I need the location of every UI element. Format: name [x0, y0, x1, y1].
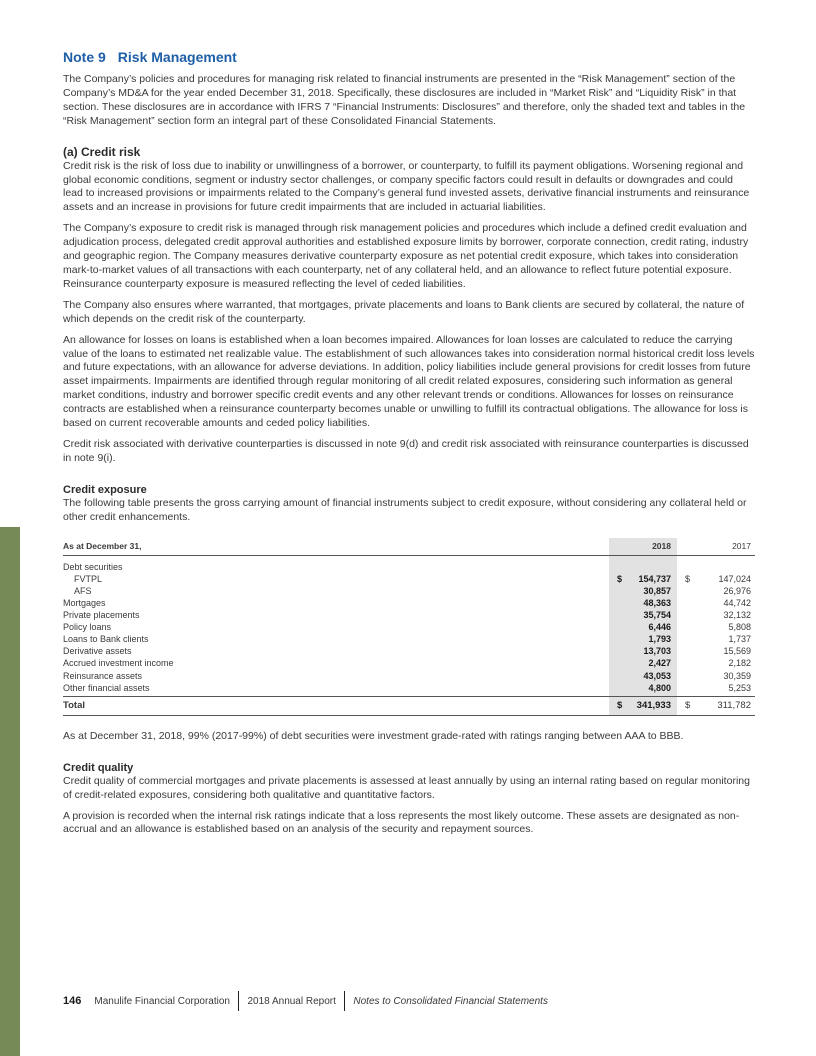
total-2017: 311,782	[717, 699, 751, 711]
row-label: Other financial assets	[63, 682, 150, 693]
currency-symbol: $	[617, 699, 623, 711]
table-header-label: As at December 31,	[63, 538, 609, 556]
row-label: Loans to Bank clients	[63, 634, 149, 645]
credit-quality-paragraph: Credit quality of commercial mortgages and private placements is assessed at least annually by using an internal rating based on regular monitoring of credit-related exposures, considering both qualitative and quantitative factors.	[63, 774, 750, 801]
section-side-bar	[0, 527, 20, 1056]
table-row	[63, 597, 755, 609]
footer-divider	[344, 991, 346, 1011]
total-label: Total	[63, 696, 609, 715]
value-2018: 43,053	[643, 670, 671, 681]
value-2017: 26,976	[723, 585, 751, 596]
value-2018: 154,737	[638, 573, 671, 584]
value-2017: 32,132	[723, 610, 751, 621]
credit-risk-heading: (a) Credit risk	[63, 144, 141, 159]
footer-company: Manulife Financial Corporation	[94, 995, 230, 1007]
value-2017: 15,569	[723, 646, 751, 657]
row-label: FVTPL	[74, 573, 103, 584]
value-2018: 1,793	[648, 634, 671, 645]
table-row	[63, 555, 755, 573]
credit-risk-paragraph: Credit risk is the risk of loss due to inability or unwillingness of a borrower, or counterparty, to fulfill its payment obligations. Worsening regional and global economic conditions, segment or industry sector challenges, or company specific factors could result in defaults or downgrades and could lead to increased provisions or impairments related to the Company’s general fund invested assets, derivative financial instruments and reinsurance assets and an increase in provisions for future credit impairments that are included in actuarial liabilities.	[63, 159, 750, 214]
debt-rating-paragraph: As at December 31, 2018, 99% (2017-99%) of debt securities were investment grade-rated with ratings ranging between AAA to BBB.	[63, 729, 684, 742]
credit-exposure-table	[63, 538, 755, 716]
page-content	[63, 48, 755, 844]
row-label: Private placements	[63, 610, 140, 621]
currency-symbol: $	[685, 573, 691, 584]
table-row	[63, 609, 755, 621]
table-row	[63, 573, 755, 585]
table-row	[63, 657, 755, 669]
credit-quality-heading: Credit quality	[63, 761, 134, 774]
table-row	[63, 633, 755, 645]
table-total-row	[63, 696, 755, 715]
table-row	[63, 682, 755, 697]
table-row	[63, 645, 755, 657]
value-2017: 2,182	[728, 658, 751, 669]
table-row	[63, 670, 755, 682]
value-2018: 48,363	[643, 597, 671, 608]
value-2017: 5,808	[728, 622, 751, 633]
table-header-2017: 2017	[677, 538, 755, 556]
credit-risk-paragraph: The Company also ensures where warranted, that mortgages, private placements and loans to Bank clients are secured by collateral, the nature of which depends on the credit risk of the counterparty.	[63, 298, 745, 325]
row-label: Accrued investment income	[63, 658, 174, 669]
value-2018: 30,857	[643, 585, 671, 596]
value-2017: 147,024	[718, 573, 751, 584]
table-header-2018: 2018	[609, 538, 677, 556]
value-2018: 35,754	[643, 610, 671, 621]
credit-risk-paragraph: An allowance for losses on loans is established when a loan becomes impaired. Allowances for loan losses are calculated to reduce the carrying value of the loans to estimated net realizable value. The establishment of such allowances takes into consideration normal historical credit loss levels and future expectations, with an allowance for adverse deviations. In addition, policy liabilities include general provisions for credit losses from future asset impairments. Impairments are identified through regular monitoring of all credit related exposures, considering such information as general market conditions, industry and borrower specific credit events and any other relevant trends or conditions. Allowances for losses on reinsurance contracts are established when a reinsurance counterparty becomes unable or unwilling to fulfill its contractual obligations. The allowance for loss is based on current recoverable amounts and ceded policy liabilities.	[63, 333, 755, 430]
value-2017: 1,737	[728, 634, 751, 645]
credit-exposure-paragraph: The following table presents the gross carrying amount of financial instruments subject to credit exposure, without considering any collateral held or other credit enhancements.	[63, 496, 747, 523]
currency-symbol: $	[685, 699, 691, 711]
page-footer	[63, 990, 548, 1012]
note-title: Risk Management	[117, 49, 237, 65]
credit-risk-paragraph: Credit risk associated with derivative counterparties is discussed in note 9(d) and credit risk associated with reinsurance counterparties is discussed in note 9(i).	[63, 437, 749, 464]
row-label: Derivative assets	[63, 646, 132, 657]
note-heading	[63, 48, 755, 66]
value-2018: 13,703	[643, 646, 671, 657]
value-2018: 6,446	[648, 622, 671, 633]
row-label: Mortgages	[63, 597, 106, 608]
value-2018: 2,427	[648, 658, 671, 669]
credit-quality-paragraph: A provision is recorded when the internal risk ratings indicate that a loss represents the most likely outcome. These assets are designated as non-accrual and an allowance is established based on an analysis of the security and repayment sources.	[63, 809, 740, 836]
note-number: Note 9	[63, 49, 106, 65]
row-label: Policy loans	[63, 622, 112, 633]
value-2017: 30,359	[723, 670, 751, 681]
footer-report: 2018 Annual Report	[247, 995, 336, 1007]
credit-exposure-heading: Credit exposure	[63, 483, 147, 496]
credit-risk-paragraph: The Company’s exposure to credit risk is managed through risk management policies and procedures which include a defined credit evaluation and adjudication process, delegated credit approval authorities and established exposure limits by borrower, corporate connection, credit rating, industry and geographic region. The Company measures derivative counterparty exposure as net potential credit exposure, which takes into consideration mark-to-market values of all transactions with each counterparty, net of any collateral held, and an allowance to reflect future potential exposure. Reinsurance counterparty exposure is measured reflecting the level of ceded liabilities.	[63, 222, 749, 290]
total-2018: 341,933	[636, 699, 671, 711]
row-label: AFS	[74, 585, 92, 596]
page-number: 146	[63, 995, 82, 1007]
currency-symbol: $	[617, 573, 623, 584]
value-2017: 44,742	[723, 597, 751, 608]
row-label: Reinsurance assets	[63, 670, 143, 681]
table-header-row	[63, 538, 755, 556]
row-label: Debt securities	[63, 561, 123, 572]
intro-paragraph: The Company’s policies and procedures for managing risk related to financial instruments are presented in the “Risk Management” section of the Company’s MD&A for the year ended December 31, 2018. Specifically, these disclosures are included in “Market Risk” and “Liquidity Risk” in that section. These disclosures are in accordance with IFRS 7 “Financial Instruments: Disclosures” and therefore, only the shaded text and tables in the “Risk Management” section form an integral part of these Consolidated Financial Statements.	[63, 73, 746, 127]
value-2017: 5,253	[728, 682, 751, 693]
footer-divider	[238, 991, 240, 1011]
table-row	[63, 621, 755, 633]
value-2018: 4,800	[648, 682, 671, 693]
footer-section: Notes to Consolidated Financial Statements	[353, 995, 548, 1007]
table-row	[63, 585, 755, 597]
